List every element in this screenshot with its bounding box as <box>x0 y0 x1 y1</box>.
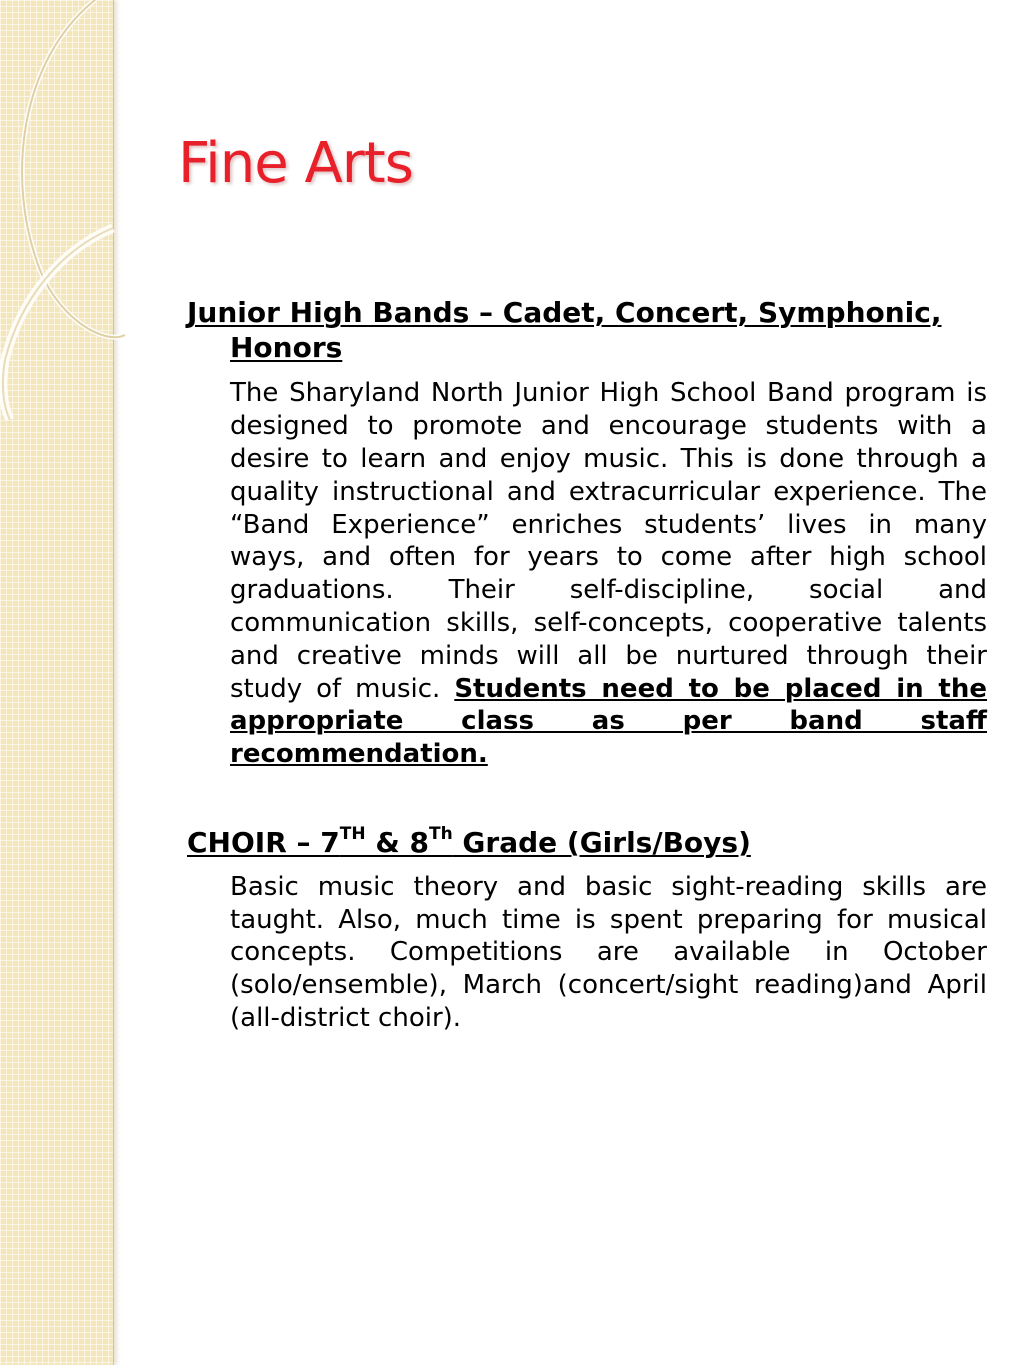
band-paragraph <box>230 377 987 771</box>
choir-heading-sup-8th: Th <box>428 824 453 844</box>
band-paragraph-text: The Sharyland North Junior High School Band program is designed to promote and encourage students with a desire to learn and enjoy music. This is done through a quality instructional and extracurricular experience. The “Band Experience” enriches students’ lives in many ways, and often for years to come after high school graduations. Their self-discipline, social and communication skills, self-concepts, cooperative talents and creative minds will all be nurtured through their study of music. <box>230 378 987 704</box>
choir-heading-mid: & 8 <box>365 826 429 859</box>
slide-title: Fine Arts <box>178 131 413 196</box>
choir-heading-prefix: CHOIR – 7 <box>187 826 340 859</box>
band-recommendation-note: Students need to be placed in the appropriate class as per band staff recommendation. <box>230 673 987 770</box>
choir-paragraph: Basic music theory and basic sight-reading skills are taught. Also, much time is spent preparing for musical concepts. Competitions are available in October (solo/ensemble), March (concert/sight reading)and April (all-district choir). <box>230 871 987 1033</box>
choir-heading <box>187 826 987 861</box>
decorative-side-band <box>0 0 114 1365</box>
band-heading: Junior High Bands – Cadet, Concert, Symphonic, Honors <box>187 296 942 364</box>
choir-heading-sup-7th: TH <box>339 824 366 844</box>
slide-content <box>187 296 987 1035</box>
choir-heading-suffix: Grade (Girls/Boys) <box>452 826 751 859</box>
